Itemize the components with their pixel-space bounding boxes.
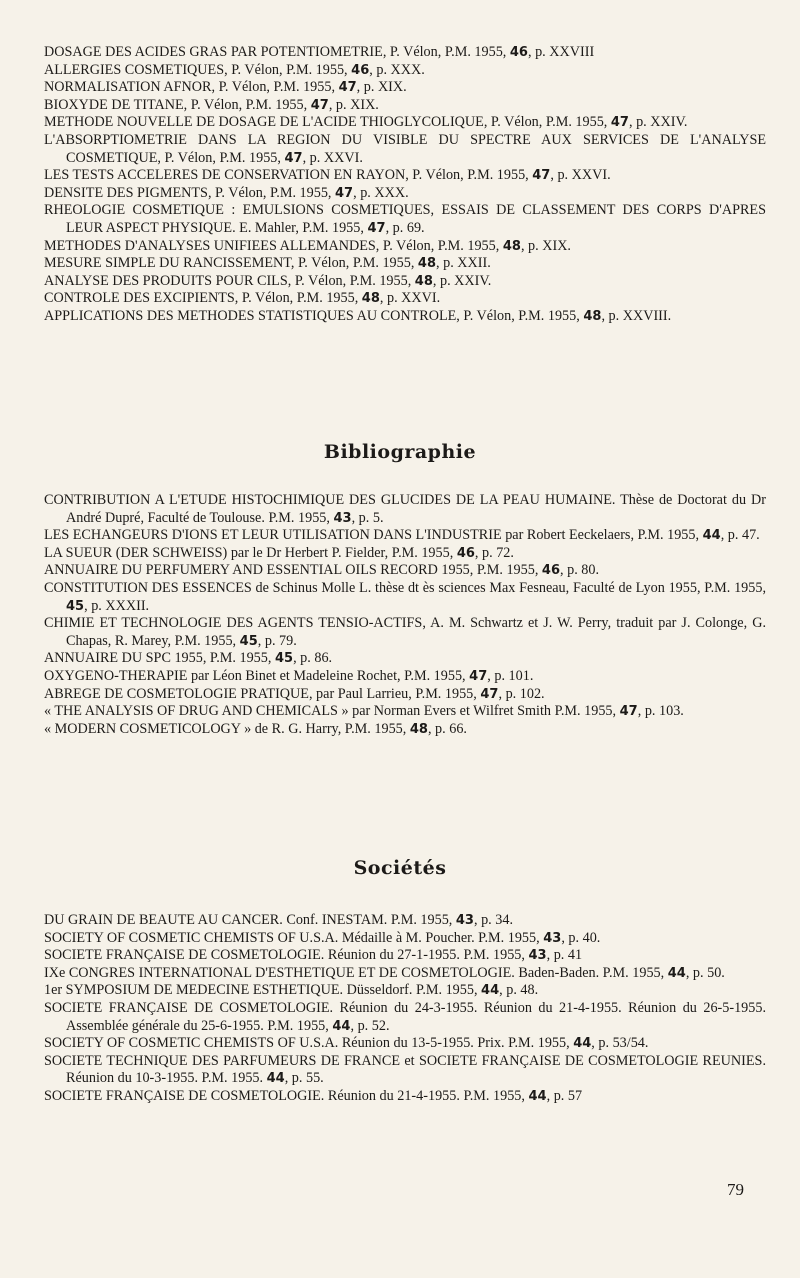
reference-entry [44,167,766,185]
reference-entry [44,686,766,704]
entry-text: ANALYSE DES PRODUITS POUR CILS, P. Vélon, P.M. 1955, [44,272,415,289]
page-reference: , p. XXX. [369,61,425,78]
reference-entry [44,545,766,563]
entry-text: LES TESTS ACCELERES DE CONSERVATION EN RAYON, P. Vélon, P.M. 1955, [44,167,533,184]
reference-entry [44,912,766,930]
volume-number: 44 [702,528,721,544]
entry-text: METHODE NOUVELLE DE DOSAGE DE L'ACIDE THIOGLYCOLIQUE, P. Vélon, P.M. 1955, [44,114,611,131]
entry-text: RHEOLOGIE COSMETIQUE : EMULSIONS COSMETIQUES, ESSAIS DE CLASSEMENT DES CORPS D'APRES LEUR ASPECT PHYSIQUE. E. Mahler, P.M. 1955, [44,202,766,236]
entry-text: SOCIETE FRANÇAISE DE COSMETOLOGIE. Réunion du 27-1-1955. P.M. 1955, [44,947,529,964]
reference-entry [44,668,766,686]
entry-text: LES ECHANGEURS D'IONS ET LEUR UTILISATION DANS L'INDUSTRIE par Robert Eeckelaers, P.M. 1955, [44,527,703,544]
volume-number: 43 [543,930,562,946]
reference-entry [44,1000,766,1035]
reference-entry [44,255,766,273]
page-reference: , p. 34. [473,912,513,928]
volume-number: 44 [528,1088,547,1104]
page-reference: , p. 80. [560,562,600,579]
page-reference: , p. 40. [561,929,601,946]
page-reference: , p. XIX. [520,237,571,254]
page-reference: , p. 53/54. [591,1035,649,1052]
entry-text: BIOXYDE DE TITANE, P. Vélon, P.M. 1955, [44,96,311,113]
entry-text: ANNUAIRE DU SPC 1955, P.M. 1955, [44,650,275,667]
page-reference: , p. XIX. [356,79,407,96]
page-reference: , p. XXVI. [302,149,363,166]
reference-entry [44,703,766,721]
entry-text: DOSAGE DES ACIDES GRAS PAR POTENTIOMETRIE, P. Vélon, P.M. 1955, [44,44,510,60]
reference-entry [44,238,766,256]
reference-entry [44,721,766,739]
societes-heading: Sociétés [353,857,447,879]
volume-number: 43 [333,510,352,526]
volume-number: 46 [351,62,370,78]
reference-entry [44,132,766,167]
entry-text: ALLERGIES COSMETIQUES, P. Vélon, P.M. 1955, [44,61,352,78]
volume-number: 47 [335,185,354,201]
reference-entry [44,930,766,948]
entry-text: ANNUAIRE DU PERFUMERY AND ESSENTIAL OILS RECORD 1955, P.M. 1955, [44,562,542,579]
entry-text: 1er SYMPOSIUM DE MEDECINE ESTHETIQUE. Düsseldorf. P.M. 1955, [44,982,482,999]
reference-entry [44,79,766,97]
analysis-entries-list [44,44,766,326]
page-reference: , p. XXVIII. [601,307,672,324]
entry-text: OXYGENO-THERAPIE par Léon Binet et Madeleine Rochet, P.M. 1955, [44,667,470,684]
volume-number: 48 [414,273,433,289]
page-reference: , p. XXVIII [527,44,595,60]
page-reference: , p. XXVI. [379,290,441,307]
volume-number: 44 [481,983,500,999]
reference-entry [44,114,766,132]
entry-text: METHODES D'ANALYSES UNIFIEES ALLEMANDES, P. Vélon, P.M. 1955, [44,237,503,254]
page-reference: , p. 103. [637,703,684,720]
page-reference: , p. 72. [474,544,514,561]
page-reference: , p. 69. [385,219,425,236]
volume-number: 48 [417,256,437,272]
page-reference: , p. 86. [293,650,333,667]
page-reference: , p. 66. [427,720,467,737]
reference-entry [44,185,766,203]
page-reference: , p. XXIV. [628,114,688,131]
entry-text: SOCIETE FRANÇAISE DE COSMETOLOGIE. Réunion du 21-4-1955. P.M. 1955, [44,1087,529,1104]
volume-number: 47 [532,168,551,184]
reference-entry [44,562,766,580]
page-reference: , p. 55. [284,1070,324,1087]
volume-number: 43 [455,913,474,928]
page-reference: , p. 57 [546,1087,583,1104]
reference-entry [44,1035,766,1053]
page-reference: , p. 79. [257,632,297,649]
reference-entry [44,615,766,650]
entry-text: ABREGE DE COSMETOLOGIE PRATIQUE, par Paul Larrieu, P.M. 1955, [44,685,481,702]
page-reference: , p. XXXII. [84,597,150,614]
page-reference: , p. XXX. [353,184,409,201]
volume-number: 47 [338,80,357,96]
reference-entry [44,650,766,668]
reference-entry [44,1088,766,1106]
page-reference: , p. XXII. [436,255,491,272]
volume-number: 48 [361,291,380,307]
reference-entry [44,273,766,291]
entry-text: CONTRIBUTION A L'ETUDE HISTOCHIMIQUE DES GLUCIDES DE LA PEAU HUMAINE. Thèse de Doctorat du Dr André Dupré, Faculté de Toulouse. P.M. 1955, [44,492,766,526]
entry-text: SOCIETY OF COSMETIC CHEMISTS OF U.S.A. Réunion du 13-5-1955. Prix. P.M. 1955, [44,1035,574,1052]
volume-number: 44 [332,1018,351,1034]
entry-text: NORMALISATION AFNOR, P. Vélon, P.M. 1955, [44,79,339,96]
volume-number: 47 [284,150,303,166]
entry-text: « THE ANALYSIS OF DRUG AND CHEMICALS » par Norman Evers et Wilfret Smith P.M. 1955, [44,703,620,720]
entry-text: APPLICATIONS DES METHODES STATISTIQUES AU CONTROLE, P. Vélon, P.M. 1955, [44,307,584,324]
page-reference: , p. XIX. [328,96,379,113]
reference-entry [44,947,766,965]
bibliographie-heading: Bibliographie [323,441,477,463]
entry-text: SOCIETY OF COSMETIC CHEMISTS OF U.S.A. Médaille à M. Poucher. P.M. 1955, [44,929,544,946]
page-reference: , p. XXVI. [550,167,611,184]
entry-text: L'ABSORPTIOMETRIE DANS LA REGION DU VISIBLE DU SPECTRE AUX SERVICES DE L'ANALYSE COSMETIQUE, P. Vélon, P.M. 1955, [44,131,766,166]
entry-text: CHIMIE ET TECHNOLOGIE DES AGENTS TENSIO-ACTIFS, A. M. Schwartz et J. W. Perry, traduit par J. Colonge, G. Chapas, R. Marey, P.M. 1955, [44,615,766,649]
volume-number: 47 [480,686,499,702]
reference-entry [44,580,766,615]
entry-text: MESURE SIMPLE DU RANCISSEMENT, P. Vélon, P.M. 1955, [44,255,418,272]
volume-number: 44 [266,1071,285,1087]
reference-entry [44,308,766,326]
entry-text: CONTROLE DES EXCIPIENTS, P. Vélon, P.M. 1955, [44,290,362,307]
page-reference: , p. 41 [546,947,583,964]
volume-number: 47 [469,668,488,684]
reference-entry [44,982,766,1000]
reference-entry [44,492,766,527]
volume-number: 44 [573,1036,592,1052]
entry-text: SOCIETE FRANÇAISE DE COSMETOLOGIE. Réunion du 24-3-1955. Réunion du 21-4-1955. Réunion du 26-5-1955. Assemblée générale du 25-6-1955. P.M. 1955, [44,999,766,1034]
reference-entry [44,62,766,80]
volume-number: 48 [502,238,521,254]
reference-entry [44,290,766,308]
entry-text: DU GRAIN DE BEAUTE AU CANCER. Conf. INESTAM. P.M. 1955, [44,912,456,928]
page-number: 79 [727,1180,744,1199]
page-reference: , p. 102. [498,685,545,702]
volume-number: 47 [619,704,638,720]
reference-entry [44,1053,766,1088]
volume-number: 46 [456,545,475,561]
entry-text: IXe CONGRES INTERNATIONAL D'ESTHETIQUE ET DE COSMETOLOGIE. Baden-Baden. P.M. 1955, [44,964,668,981]
entry-text: CONSTITUTION DES ESSENCES de Schinus Molle L. thèse dt ès sciences Max Fesneau, Faculté de Lyon 1955, P.M. 1955, [44,579,766,596]
societes-entries-list [44,912,766,1106]
reference-entry [44,965,766,983]
reference-entry [44,97,766,115]
volume-number: 48 [583,308,602,324]
entry-text: DENSITE DES PIGMENTS, P. Vélon, P.M. 1955, [44,184,336,201]
volume-number: 44 [667,965,686,981]
entry-text: « MODERN COSMETICOLOGY » de R. G. Harry, P.M. 1955, [44,720,410,737]
entry-text: SOCIETE TECHNIQUE DES PARFUMEURS DE FRANCE et SOCIETE FRANÇAISE DE COSMETOLOGIE REUNIES. Réunion du 10-3-1955. P.M. 1955. [44,1052,766,1087]
volume-number: 46 [541,563,561,579]
volume-number: 45 [239,633,258,649]
page-reference: , p. 52. [350,1017,390,1034]
reference-entry [44,202,766,237]
volume-number: 47 [310,97,329,113]
page-reference: , p. 50. [685,964,725,981]
page-reference: , p. 5. [351,509,384,526]
entry-text: LA SUEUR (DER SCHWEISS) par le Dr Herbert P. Fielder, P.M. 1955, [44,544,457,561]
page-reference: , p. 101. [487,667,534,684]
volume-number: 48 [409,721,428,737]
volume-number: 45 [66,598,85,614]
volume-number: 47 [610,115,629,131]
volume-number: 46 [509,45,528,60]
page-reference: , p. 48. [499,982,539,999]
bibliographie-entries-list [44,492,766,738]
volume-number: 47 [367,220,386,236]
reference-entry [44,44,766,62]
reference-entry [44,527,766,545]
volume-number: 45 [274,651,294,667]
page-reference: , p. XXIV. [432,272,492,289]
volume-number: 43 [528,948,547,964]
page-reference: , p. 47. [720,527,760,544]
